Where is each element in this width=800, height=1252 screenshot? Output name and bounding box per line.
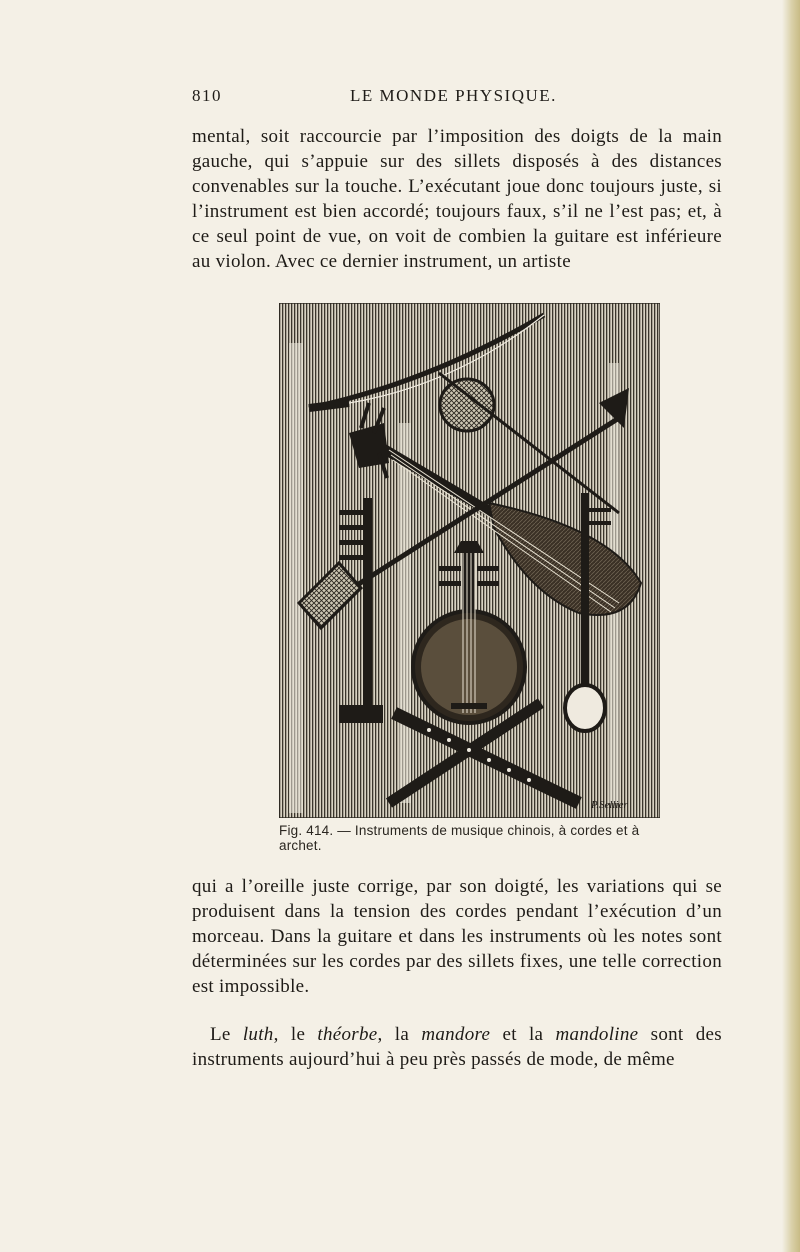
p3-sep: et la xyxy=(502,1024,544,1045)
term-luth: luth xyxy=(242,1024,274,1045)
running-header xyxy=(192,86,722,108)
figure-chinese-instruments xyxy=(279,303,660,818)
paragraph-3 xyxy=(192,1022,722,1072)
p3-sep: , le xyxy=(273,1024,306,1045)
page-number: 810 xyxy=(192,86,222,105)
page-edge xyxy=(782,0,800,1252)
engraver-signature: P.Sellier xyxy=(591,799,628,811)
term-mandoline: mandoline xyxy=(555,1024,639,1045)
p3-sep: , la xyxy=(377,1024,410,1045)
figure-caption: Fig. 414. — Instruments de musique chinois, à cordes et à archet. xyxy=(279,823,640,853)
p3-rest: sont des instruments aujourd’hui à peu près passés de mode, de même xyxy=(192,1024,722,1070)
term-theorbe: théorbe xyxy=(317,1024,378,1045)
p3-word: Le xyxy=(210,1024,231,1045)
paragraph-2: qui a l’oreille juste corrige, par son doigté, les variations qui se produisent dans la tension des cordes pendant l’exécution d’un morceau. Dans la guitare et dans les instruments où les notes sont déterminées sur les cordes par des sillets fixes, une telle correction est impossible. xyxy=(192,876,722,997)
paragraph-1: mental, soit raccourcie par l’imposition des doigts de la main gauche, qui s’appuie sur des sillets disposés à des distances convenables sur la touche. L’exécutant joue donc toujours juste, si l’instrument est bien accordé; toujours faux, s’il ne l’est pas; et, à ce seul point de vue, on voit de combien la guitare est inférieure au violon. Avec ce dernier instrument, un artiste xyxy=(192,126,722,272)
running-title: LE MONDE PHYSIQUE. xyxy=(350,86,557,105)
term-mandore: mandore xyxy=(421,1024,491,1045)
